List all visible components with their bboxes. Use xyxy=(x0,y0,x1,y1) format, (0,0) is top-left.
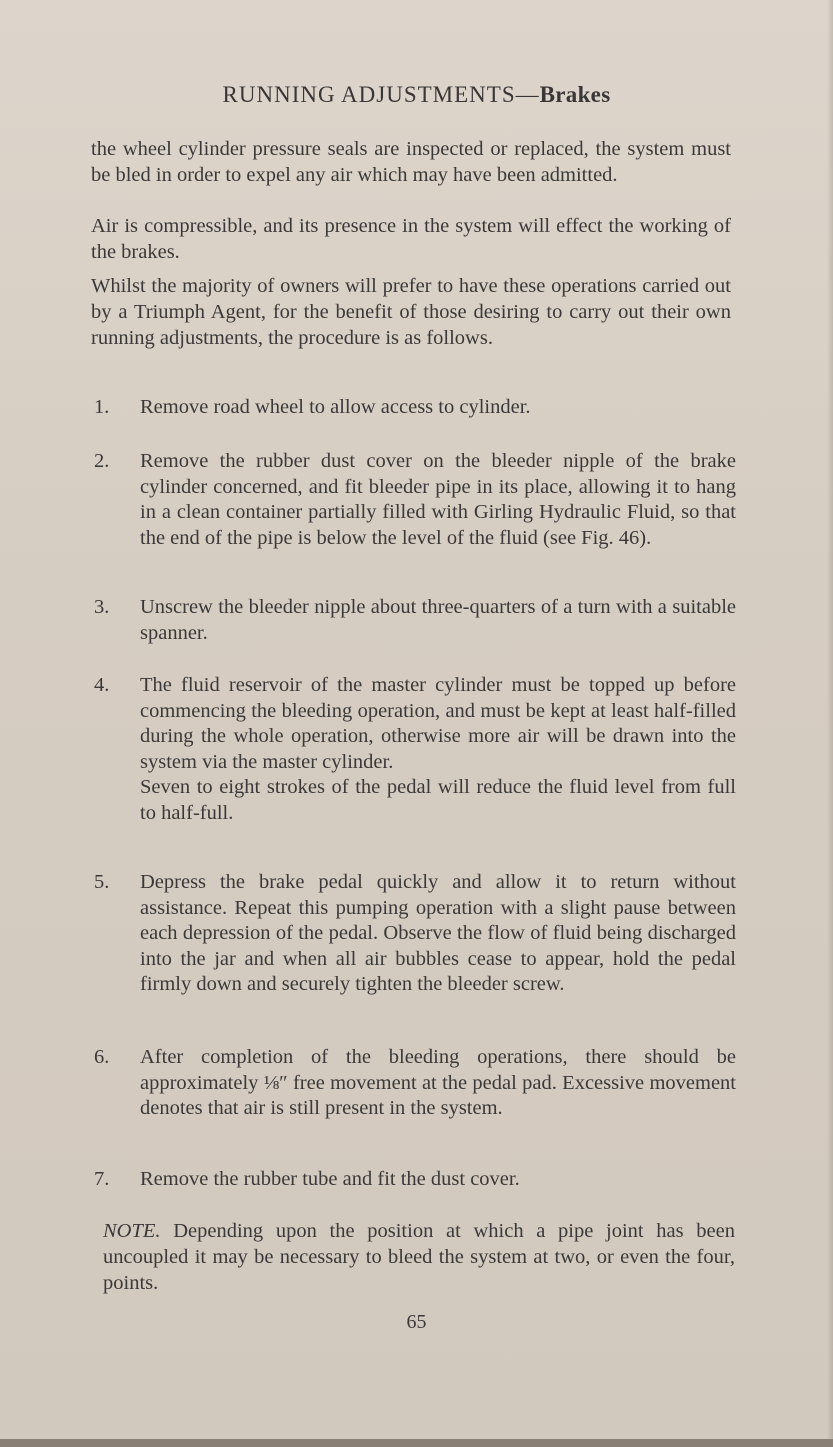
page-edge-shadow xyxy=(827,0,833,1447)
step-number: 5. xyxy=(94,871,110,893)
step-number: 7. xyxy=(94,1168,110,1190)
page-header xyxy=(0,82,833,108)
section-title: RUNNING ADJUSTMENTS— xyxy=(222,82,540,107)
note-text: Depending upon the position at which a pipe joint has been uncoupled it may be necessary to bleed the system at two, or even the four, points. xyxy=(103,1220,735,1294)
step-text: Remove the rubber dust cover on the bleeder nipple of the brake cylinder concerned, and fit bleeder pipe in its place, allowing it to hang in a clean container partially filled with Girling Hydraulic Fluid, so that the end of the pipe is below the level of the fluid (see Fig. 46). xyxy=(140,450,736,549)
step-number: 1. xyxy=(94,396,110,418)
step-number: 2. xyxy=(94,450,110,472)
step-text-continued: Seven to eight strokes of the pedal will reduce the fluid level from full to half-full. xyxy=(140,776,736,824)
subsection-title: Brakes xyxy=(539,82,611,107)
intro-paragraph-2: Air is compressible, and its presence in the system will effect the working of the brakes. xyxy=(91,215,731,263)
step-4 xyxy=(94,673,736,826)
intro-paragraph-3: Whilst the majority of owners will prefer to have these operations carried out by a Triumph Agent, for the benefit of those desiring to carry out their own running adjustments, the procedure is as follows. xyxy=(91,275,731,349)
page-bottom-edge xyxy=(0,1439,833,1447)
page-number: 65 xyxy=(406,1311,427,1333)
step-3 xyxy=(94,595,736,646)
note-paragraph xyxy=(103,1218,735,1296)
step-text: Remove road wheel to allow access to cylinder. xyxy=(140,396,531,418)
step-1 xyxy=(94,395,736,421)
step-number: 6. xyxy=(94,1046,110,1068)
step-text: Depress the brake pedal quickly and allow it to return without assistance. Repeat this pumping operation with a slight pause between each depression of the pedal. Observe the flow of fluid being discharged into the jar and when all air bubbles cease to appear, hold the pedal firmly down and securely tighten the bleeder screw. xyxy=(140,871,736,995)
step-number: 3. xyxy=(94,596,110,618)
step-text: The fluid reservoir of the master cylinder must be topped up before commencing the bleeding operation, and must be kept at least half-filled during the whole operation, otherwise more air will be drawn into the system via the master cylinder. xyxy=(140,674,736,773)
step-2 xyxy=(94,449,736,551)
step-6 xyxy=(94,1045,736,1122)
step-text: Unscrew the bleeder nipple about three-quarters of a turn with a suitable spanner. xyxy=(140,596,736,644)
step-text: After completion of the bleeding operations, there should be approximately ⅛″ free movement at the pedal pad. Excessive movement denotes that air is still present in the system. xyxy=(140,1046,736,1119)
note-label: NOTE. xyxy=(103,1220,161,1242)
step-7 xyxy=(94,1167,736,1193)
intro-paragraph-1: the wheel cylinder pressure seals are inspected or replaced, the system must be bled in order to expel any air which may have been admitted. xyxy=(91,138,731,186)
step-text: Remove the rubber tube and fit the dust cover. xyxy=(140,1168,520,1190)
step-number: 4. xyxy=(94,674,110,696)
step-5 xyxy=(94,870,736,998)
